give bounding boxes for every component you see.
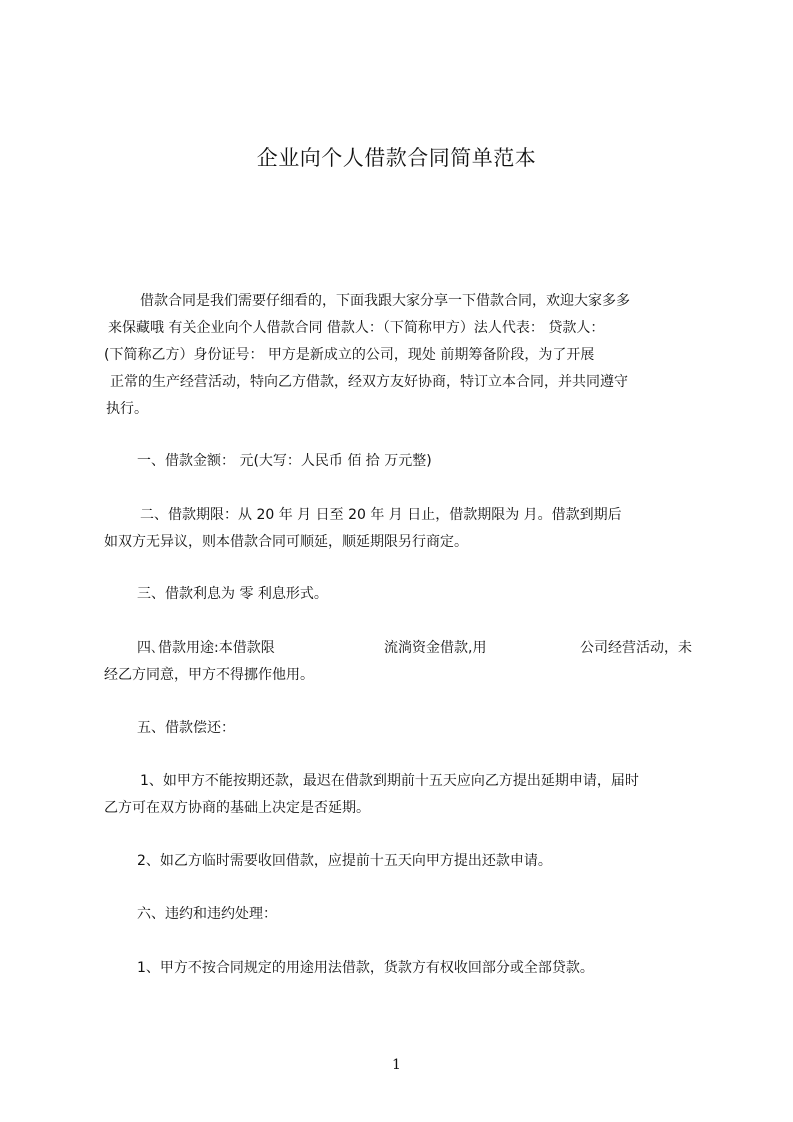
intro-paragraph-line: 正常的生产经营活动，特向乙方借款，经双方友好协商，特订立本合同，并共同遵守 (110, 374, 628, 390)
clause-repayment-heading: 五、借款偿还： (137, 720, 235, 736)
clause-repayment-item: 2、如乙方临时需要收回借款，应提前十五天向甲方提出还款申请。 (137, 853, 552, 869)
intro-paragraph-line: (下简称乙方）身份证号： 甲方是新成立的公司，现处 前期筹备阶段，为了开展 (104, 347, 595, 363)
clause-loan-purpose-line (137, 638, 707, 658)
clause-loan-purpose-segment: 四､借款用途:本借款限 (137, 640, 275, 656)
clause-loan-purpose-segment: 流淌资金借款,用 (384, 640, 487, 656)
clause-loan-purpose-line: 经乙方同意，甲方不得挪作他用。 (104, 667, 314, 683)
clause-breach-item: 1、甲方不按合同规定的用途用法借款，货款方有权收回部分或全部贷款。 (137, 960, 594, 976)
document-title: 企业向个人借款合同简单范本 (256, 146, 537, 170)
clause-loan-interest: 三、借款利息为 零 利息形式。 (137, 586, 328, 602)
intro-paragraph-line: 借款合同是我们需要仔细看的，下面我跟大家分享一下借款合同，欢迎大家多多 (140, 293, 630, 309)
clause-loan-term-line: 如双方无异议，则本借款合同可顺延，顺延期限另行商定。 (104, 534, 468, 550)
intro-paragraph-line: 来保藏哦 有关企业向个人借款合同 借款人：（下简称甲方）法人代表： 贷款人： (108, 320, 605, 336)
clause-loan-purpose-segment: 公司经营活动，未 (580, 640, 692, 656)
clause-repayment-item-line: 1、如甲方不能按期还款，最迟在借款到期前十五天应向乙方提出延期申请，届时 (140, 773, 639, 789)
clause-repayment-item-line: 乙方可在双方协商的基础上决定是否延期。 (104, 800, 370, 816)
clause-loan-amount: 一、借款金额： 元(大写：人民币 佰 拾 万元整) (137, 453, 432, 469)
intro-paragraph-line: 执行。 (106, 401, 148, 417)
clause-loan-term-line: 二、借款期限：从 20 年 月 日至 20 年 月 日止，借款期限为 月。借款到期后 (140, 507, 622, 523)
clause-breach-heading: 六、违约和违约处理： (137, 906, 277, 922)
page-number: 1 (392, 1057, 401, 1073)
